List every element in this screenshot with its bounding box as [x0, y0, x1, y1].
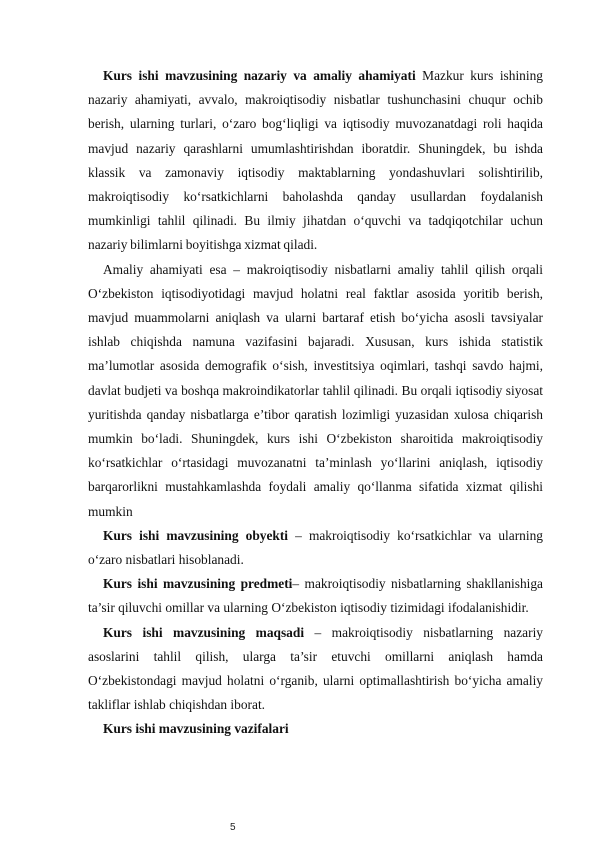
paragraph-object	[88, 524, 543, 572]
heading-tasks: Kurs ishi mavzusining vazifalari	[103, 721, 289, 737]
text-practical: Amaliy ahamiyati esa – makroiqtisodiy nisbatlarni amaliy tahlil qilish orqali O‘zbekiston iqtisodiyotidagi mavjud holatni real faktlar asosida yoritib berish, mavjud muammolarni aniqlash va ularni bartaraf etish bo‘yicha asosli tavsiyalar ishlab chiqishda namuna vazifasini bajaradi. Xususan, kurs ishida statistik ma’lumotlar asosida demografik o‘sish, investitsiya oqimlari, tashqi savdo hajmi, davlat budjeti va boshqa makroindikatorlar tahlil qilinadi. Bu orqali iqtisodiy siyosat yuritishda qanday nisbatlarga e’tibor qaratish lozimligi yuzasidan xulosa chiqarish mumkin bo‘ladi. Shuningdek, kurs ishi O‘zbekiston sharoitida makroiqtisodiy ko‘rsatkichlar o‘rtasidagi muvozanatni ta’minlash yo‘llarini aniqlash, iqtisodiy barqarorlikni mustahkamlashda foydali amaliy qo‘llanma sifatida xizmat qilishi mumkin	[88, 261, 543, 519]
page-number: 5	[230, 822, 236, 833]
heading-object: Kurs ishi mavzusining obyekti	[103, 527, 289, 543]
heading-subject: Kurs ishi mavzusining predmeti	[103, 576, 293, 592]
heading-significance: Kurs ishi mavzusining nazariy va amaliy ahamiyati	[103, 68, 416, 83]
paragraph-subject	[88, 572, 543, 620]
text-object: – makroiqtisodiy ko‘rsatkichlar va ularning o‘zaro nisbatlari hisoblanadi.	[88, 527, 543, 568]
text-subject: – makroiqtisodiy nisbatlarning shakllanishiga ta’sir qiluvchi omillar va ularning O‘zbekiston iqtisodiy tizimidagi ifodalanishidir.	[88, 576, 543, 616]
text-goal: – makroiqtisodiy nisbatlarning nazariy asoslarini tahlil qilish, ularga ta’sir etuvchi omillarni aniqlash hamda O‘zbekistondagi mavjud holatni o‘rganib, ularni optimallashtirish bo‘yicha amaliy takliflar ishlab chiqishdan iborat.	[88, 624, 544, 713]
paragraph-tasks	[88, 717, 543, 741]
text-significance: Mazkur kurs ishining nazariy ahamiyati, avvalo, makroiqtisodiy nisbatlar tushunchasini chuqur ochib berish, ularning turlari, o‘zaro bog‘liqligi va iqtisodiy muvozanatdagi roli haqida mavjud nazariy qarashlarni umumlashtirishdan iboratdir. Shuningdek, bu ishda klassik va zamonaviy iqtisodiy maktablarning yondashuvlari solishtirilib, makroiqtisodiy ko‘rsatkichlarni baholashda qanday usullardan foydalanish mumkinligi tahlil qilinadi. Bu ilmiy jihatdan o‘quvchi va tadqiqotchilar uchun nazariy bilimlarni boyitishga xizmat qiladi.	[88, 68, 543, 253]
heading-goal: Kurs ishi mavzusining maqsadi	[103, 624, 305, 640]
paragraph-practical	[88, 258, 543, 524]
paragraph-goal	[88, 621, 543, 718]
paragraph-significance	[88, 64, 543, 258]
document-body	[88, 64, 543, 742]
